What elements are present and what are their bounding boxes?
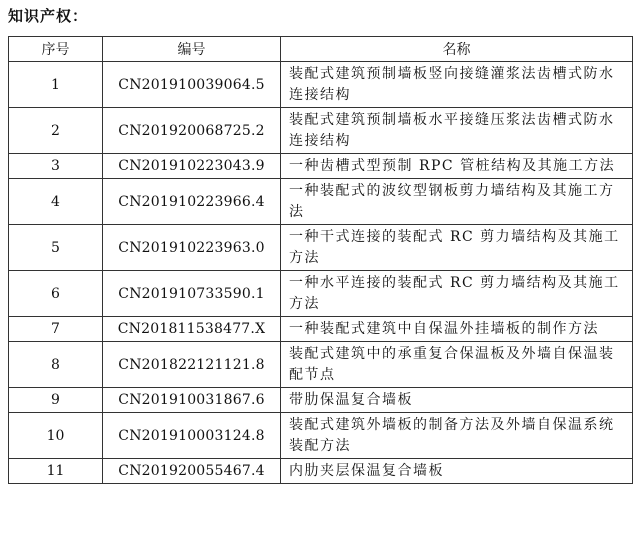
table-row: [9, 271, 633, 317]
patent-number: CN201910003124.8: [103, 413, 281, 459]
table-row: [9, 108, 633, 154]
patent-number: CN201920068725.2: [103, 108, 281, 154]
patent-number: CN201920055467.4: [103, 459, 281, 484]
patent-title: 一种装配式的波纹型钢板剪力墙结构及其施工方法: [281, 179, 633, 225]
section-heading: 知识产权：: [8, 7, 89, 25]
table-row: [9, 413, 633, 459]
patent-title: 一种水平连接的装配式 RC 剪力墙结构及其施工方法: [281, 271, 633, 317]
row-index: 8: [9, 342, 103, 388]
patent-title: 装配式建筑中的承重复合保温板及外墙自保温装配节点: [281, 342, 633, 388]
patent-title: 一种装配式建筑中自保温外挂墙板的制作方法: [281, 317, 633, 342]
ip-table: [8, 36, 633, 484]
row-index: 10: [9, 413, 103, 459]
patent-number: CN201822121121.8: [103, 342, 281, 388]
row-index: 1: [9, 62, 103, 108]
row-index: 5: [9, 225, 103, 271]
patent-title: 一种齿槽式型预制 RPC 管桩结构及其施工方法: [281, 154, 633, 179]
patent-title: 装配式建筑预制墙板水平接缝压浆法齿槽式防水连接结构: [281, 108, 633, 154]
row-index: 2: [9, 108, 103, 154]
patent-number: CN201811538477.X: [103, 317, 281, 342]
table-row: [9, 154, 633, 179]
patent-title: 装配式建筑外墙板的制备方法及外墙自保温系统装配方法: [281, 413, 633, 459]
column-header-index: 序号: [9, 37, 103, 62]
patent-number: CN201910039064.5: [103, 62, 281, 108]
row-index: 3: [9, 154, 103, 179]
patent-number: CN201910031867.6: [103, 388, 281, 413]
patent-title: 装配式建筑预制墙板竖向接缝灌浆法齿槽式防水连接结构: [281, 62, 633, 108]
row-index: 9: [9, 388, 103, 413]
patent-number: CN201910223043.9: [103, 154, 281, 179]
patent-number: CN201910223966.4: [103, 179, 281, 225]
patent-title: 一种干式连接的装配式 RC 剪力墙结构及其施工方法: [281, 225, 633, 271]
column-header-code: 编号: [103, 37, 281, 62]
table-row: [9, 225, 633, 271]
table-header-row: [9, 37, 633, 62]
patent-number: CN201910223963.0: [103, 225, 281, 271]
patent-number: CN201910733590.1: [103, 271, 281, 317]
table-row: [9, 62, 633, 108]
row-index: 11: [9, 459, 103, 484]
table-row: [9, 317, 633, 342]
table-row: [9, 388, 633, 413]
table-row: [9, 342, 633, 388]
row-index: 7: [9, 317, 103, 342]
row-index: 6: [9, 271, 103, 317]
patent-title: 带肋保温复合墙板: [281, 388, 633, 413]
table-row: [9, 459, 633, 484]
table-row: [9, 179, 633, 225]
patent-title: 内肋夹层保温复合墙板: [281, 459, 633, 484]
column-header-name: 名称: [281, 37, 633, 62]
row-index: 4: [9, 179, 103, 225]
